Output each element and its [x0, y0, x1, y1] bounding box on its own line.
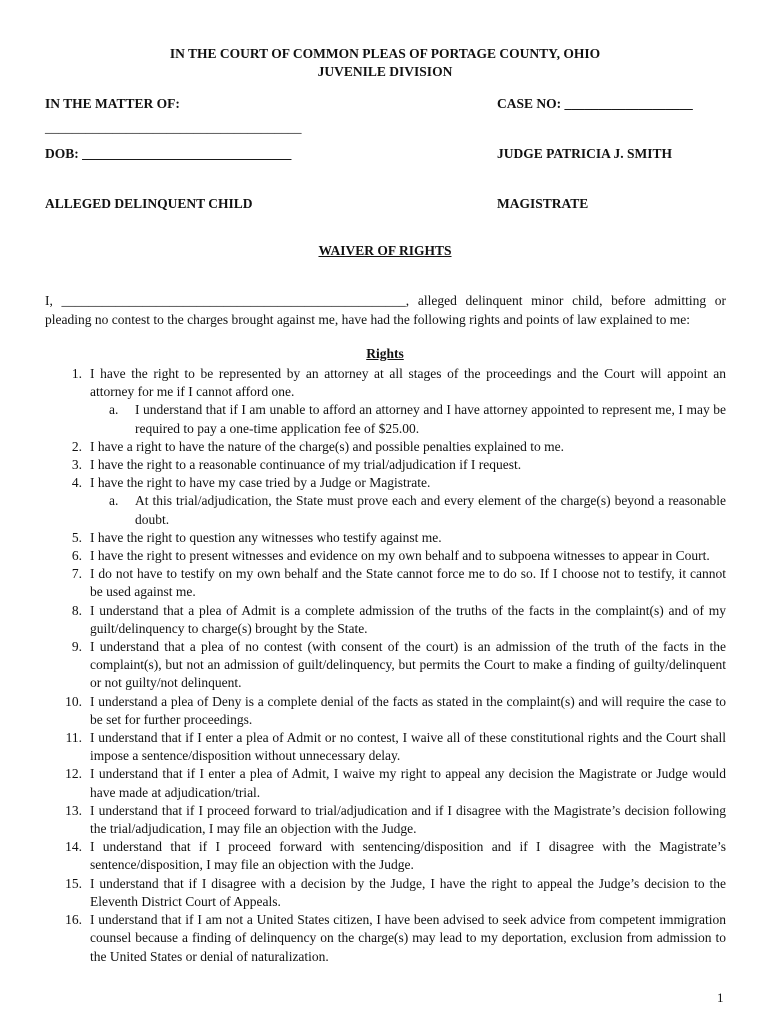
list-item-number: 1. — [71, 366, 82, 381]
list-item-text: I have the right to question any witnesses who testify against me. — [90, 529, 442, 545]
list-item-text: I understand that if I enter a plea of Admit or no contest, I waive all of these constitutional rights and the Court shall impose a sentence/disposition without unnecessary delay. — [90, 730, 726, 764]
list-item-number: 10. — [65, 693, 82, 709]
sub-item-letter: a. — [109, 402, 119, 418]
list-item-number: 8. — [71, 602, 82, 618]
list-item-number: 13. — [65, 802, 82, 818]
dob-field[interactable]: DOB: _______________________________ — [45, 146, 292, 161]
rights-list-item — [45, 638, 726, 693]
rights-list-item — [45, 911, 726, 966]
rights-list-item — [45, 529, 726, 547]
court-header — [0, 45, 770, 81]
list-item-number: 2. — [71, 438, 82, 454]
list-item-number: 5. — [71, 529, 82, 545]
list-item-text: I understand that a plea of no contest (with consent of the court) is an admission of the truth of the facts in the complaint(s), but not an admission of guilt/delinquency, but permits the Court to make a finding of guilty/delinquent or not guilty/not delinquent. — [90, 639, 726, 691]
sub-item-text: I understand that if I am unable to afford an attorney and I have attorney appointed to represent me, I may be required to pay a one-time application fee of $25.00. — [135, 402, 726, 436]
list-item-text: I have the right to present witnesses and evidence on my own behalf and to subpoena witnesses to appear in Court. — [90, 548, 710, 564]
case-number-field[interactable]: CASE NO: ___________________ — [497, 96, 693, 111]
list-item-number: 6. — [71, 548, 82, 564]
list-item-number: 16. — [65, 912, 82, 928]
sub-item-text: At this trial/adjudication, the State must prove each and every element of the charge(s) beyond a reasonable doubt. — [135, 493, 726, 527]
list-item-text: I understand that if I proceed forward to trial/adjudication and if I disagree with the Magistrate’s decision following the trial/adjudication, I may file an objection with the Judge. — [90, 802, 726, 837]
list-item-number: 14. — [65, 839, 82, 855]
list-item-number: 12. — [65, 766, 82, 782]
document-title: WAIVER OF RIGHTS — [318, 243, 452, 258]
alleged-delinquent-label: ALLEGED DELINQUENT CHILD — [45, 196, 253, 211]
intro-paragraph: I, ___________________________________________________, alleged delinquent minor child, before admitting or pleading no contest to the charges brought against me, have had the following rights and points of law explained to me: — [45, 293, 726, 327]
sub-item-letter: a. — [109, 493, 119, 509]
rights-sub-item — [45, 492, 726, 528]
rights-list — [45, 365, 726, 966]
matter-label: IN THE MATTER OF: — [45, 96, 180, 111]
rights-list-item — [45, 565, 726, 601]
list-item-number: 3. — [71, 457, 82, 473]
rights-list-item — [45, 765, 726, 801]
court-name: IN THE COURT OF COMMON PLEAS OF PORTAGE COUNTY, OHIO — [169, 46, 601, 61]
rights-list-item — [45, 838, 726, 874]
magistrate-label: MAGISTRATE — [497, 196, 589, 211]
list-item-text: I understand that a plea of Admit is a complete admission of the truths of the facts in the complaint(s) and of my guilt/delinquency to charge(s) brought by the State. — [90, 602, 726, 636]
list-item-number: 9. — [71, 639, 82, 655]
rights-list-item — [45, 474, 726, 492]
rights-list-item — [45, 456, 726, 474]
judge-name: JUDGE PATRICIA J. SMITH — [497, 146, 673, 161]
rights-heading: Rights — [366, 346, 404, 361]
list-item-number: 15. — [65, 875, 82, 891]
list-item-number: 4. — [71, 475, 82, 491]
list-item-text: I have the right to have my case tried by a Judge or Magistrate. — [90, 475, 431, 491]
list-item-text: I understand that if I proceed forward with sentencing/disposition and if I disagree with the Magistrate’s sentence/disposition, I may file an objection with the Judge. — [90, 839, 726, 873]
rights-list-item — [45, 602, 726, 638]
list-item-number: 11. — [65, 730, 82, 746]
list-item-text: I have a right to have the nature of the charge(s) and possible penalties explained to me. — [90, 438, 564, 454]
child-name-line[interactable]: ______________________________________ — [45, 120, 302, 135]
page-number: 1 — [717, 990, 724, 1005]
list-item-text: I understand that if I enter a plea of Admit, I waive my right to appeal any decision the Magistrate or Judge would have made at adjudication/trial. — [90, 766, 726, 800]
rights-list-item — [45, 547, 726, 565]
rights-list-item — [45, 729, 726, 765]
list-item-text: I do not have to testify on my own behalf and the State cannot force me to do so. If I choose not to testify, it cannot be used against me. — [90, 566, 726, 600]
rights-list-item — [45, 802, 726, 838]
rights-list-item — [45, 365, 726, 401]
rights-list-item — [45, 693, 726, 729]
rights-list-item — [45, 875, 726, 911]
list-item-text: I understand that if I disagree with a decision by the Judge, I have the right to appeal the Judge’s decision to the Eleventh District Court of Appeals. — [90, 875, 726, 909]
list-item-text: I have the right to be represented by an attorney at all stages of the proceedings and the Court will appoint an attorney for me if I cannot afford one. — [90, 366, 726, 400]
list-item-text: I understand a plea of Deny is a complete denial of the facts as stated in the complaint(s) and will require the case to be set for further proceedings. — [90, 693, 726, 727]
rights-sub-item — [45, 401, 726, 437]
list-item-number: 7. — [71, 566, 82, 582]
court-division: JUVENILE DIVISION — [317, 64, 453, 79]
list-item-text: I understand that if I am not a United States citizen, I have been advised to seek advice from competent immigration counsel because a finding of delinquency on the charge(s) may lead to my deportation, exclusion from admission to the United States or denial of naturalization. — [90, 912, 726, 964]
rights-list-item — [45, 438, 726, 456]
list-item-text: I have the right to a reasonable continuance of my trial/adjudication if I request. — [90, 457, 522, 473]
